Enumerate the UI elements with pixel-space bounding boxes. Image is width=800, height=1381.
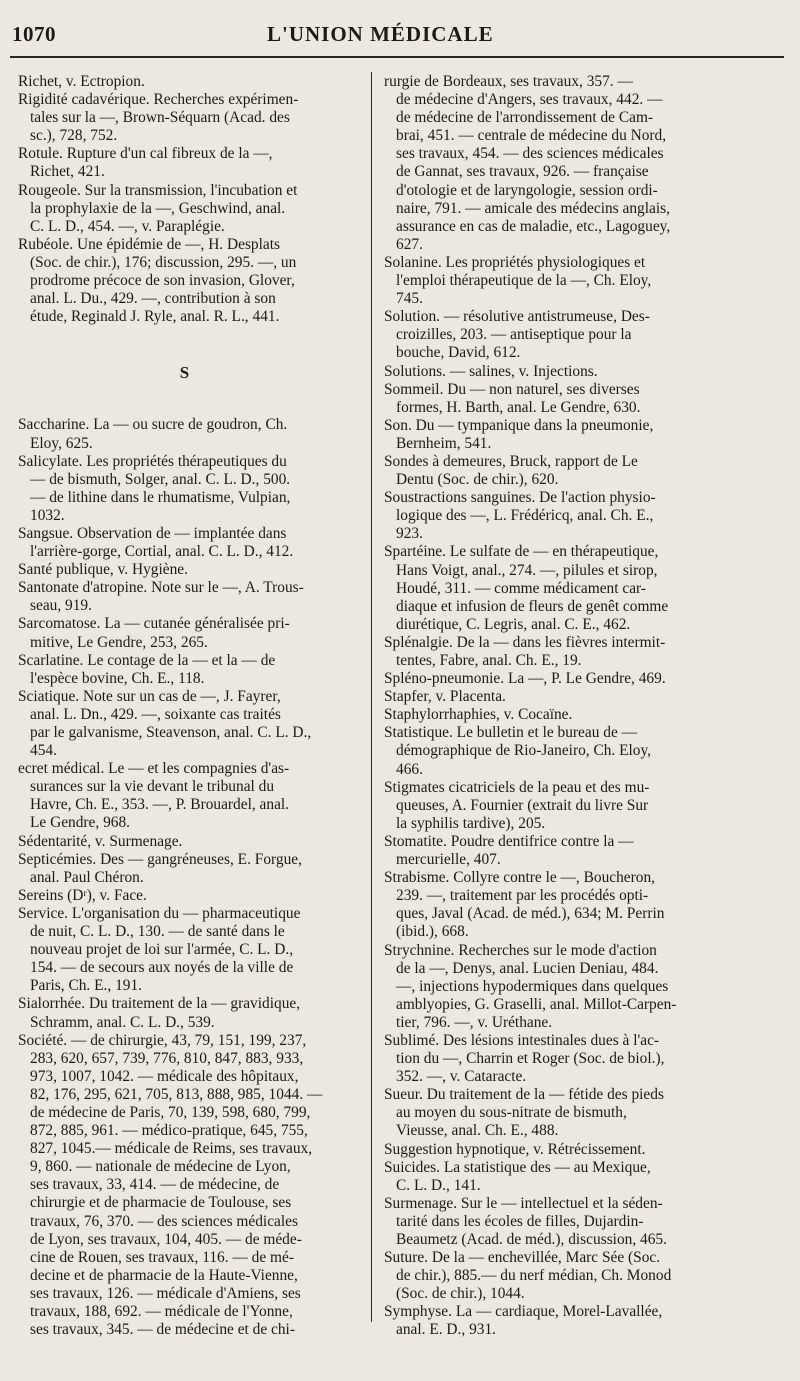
index-entry: Solanine. Les propriétés physiologiques et l'emploi thérapeutique de la —, Ch. Eloy, 745.	[384, 253, 652, 308]
index-entry: Spartéine. Le sulfate de — en thérapeutique, Hans Voigt, anal., 274. —, pilules et sirop, Houdé, 311. — comme médicament car- diaque et infusion de fleurs de genêt comme diurétique, C. Legris, anal. C. E., 462.	[384, 543, 669, 633]
index-entry: Saccharine. La — ou sucre de goudron, Ch. Eloy, 625.	[18, 416, 288, 452]
index-entry: Sueur. Du traitement de la — fétide des pieds au moyen du sous-nitrate de bismuth, Vieusse, anal. Ch. E., 488.	[384, 1086, 664, 1140]
right-column	[378, 73, 723, 1340]
index-entry: Suture. De la — enchevillée, Marc Sée (Soc. de chir.), 885.— du nerf médian, Ch. Monod (Soc. de chir.), 1044.	[384, 1249, 672, 1303]
index-entry: Solution. — résolutive antistrumeuse, Des- croizilles, 203. — antiseptique pour la bouche, David, 612.	[384, 308, 650, 362]
index-entry: Surmenage. Sur le — intellectuel et la séden- tarité dans les écoles de filles, Dujardin- Beaumetz (Acad. de méd.), discussion, 465.	[384, 1194, 667, 1248]
index-entry: Spléno-pneumonie. La —, P. Le Gendre, 469.	[384, 670, 666, 688]
index-entry: ecret médical. Le — et les compagnies d'as- surances sur la vie devant le tribunal du Havre, Ch. E., 353. —, P. Brouardel, anal. Le Gendre, 968.	[18, 760, 290, 832]
index-entry: Septicémies. Des — gangréneuses, E. Forgue, anal. Paul Chéron.	[18, 850, 302, 886]
index-entry: Sereins (Dʳ), v. Face.	[18, 886, 147, 904]
index-entry: Santé publique, v. Hygiène.	[18, 561, 188, 579]
index-entry: Son. Du — tympanique dans la pneumonie, Bernheim, 541.	[384, 416, 654, 452]
journal-title: L'UNION MÉDICALE	[267, 22, 494, 46]
index-entry: Strychnine. Recherches sur le mode d'action de la —, Denys, anal. Lucien Deniau, 484. —, injections hypodermiques dans quelques amblyopies, G. Graselli, anal. Millot-Carpen- tier, 796. —, v. Uréthane.	[384, 941, 677, 1031]
header-rule	[10, 56, 784, 58]
index-entry: rurgie de Bordeaux, ses travaux, 357. — de médecine d'Angers, ses travaux, 442. — de médecine de l'arrondissement de Cam- brai, 451. — centrale de médecine du Nord, ses travaux, 454. — des sciences médicales de Gannat, ses travaux, 926. — française d'otologie et de laryngologie, session ordi- naire, 791. — amicale des médecins anglais, assurance en cas de maladie, etc., Lagoguey, 627.	[384, 73, 671, 253]
index-entry: Statistique. Le bulletin et le bureau de — démographique de Rio-Janeiro, Ch. Eloy, 466.	[384, 724, 652, 778]
index-entry: Stomatite. Poudre dentifrice contre la — mercurielle, 407.	[384, 832, 634, 869]
index-entry: Sommeil. Du — non naturel, ses diverses formes, H. Barth, anal. Le Gendre, 630.	[384, 380, 641, 416]
column-divider	[371, 72, 372, 1322]
index-entry: Rougeole. Sur la transmission, l'incubation et la prophylaxie de la —, Geschwind, anal. C. L. D., 454. —, v. Paraplégie.	[18, 181, 298, 235]
index-entry: Sciatique. Note sur un cas de —, J. Fayrer, anal. L. Dn., 429. —, soixante cas traités par le galvanisme, Steavenson, anal. C. L. D., 454.	[18, 687, 312, 760]
left-column	[12, 73, 357, 1339]
index-entry: Rubéole. Une épidémie de —, H. Desplats (Soc. de chir.), 176; discussion, 295. —, un prodrome précoce de son invasion, Glover, anal. L. Du., 429. —, contribution à son étude, Reginald J. Ryle, anal. R. L., 441.	[18, 235, 297, 326]
index-entry: Suicides. La statistique des — au Mexique, C. L. D., 141.	[384, 1158, 651, 1194]
index-entry: Soustractions sanguines. De l'action physio- logique des —, L. Frédéricq, anal. Ch. E., 923.	[384, 489, 656, 543]
index-entry: Sangsue. Observation de — implantée dans l'arrière-gorge, Cortial, anal. C. L. D., 412.	[18, 524, 294, 561]
index-entry: Service. L'organisation du — pharmaceutique de nuit, C. L. D., 130. — de santé dans le nouveau projet de loi sur l'armée, C. L. D., 154. — de secours aux noyés de la ville de Paris, Ch. E., 191.	[18, 904, 301, 995]
index-entry: Salicylate. Les propriétés thérapeutiques du — de bismuth, Solger, anal. C. L. D., 500. — de lithine dans le rhumatisme, Vulpian, 1032.	[18, 452, 291, 524]
index-entry: Scarlatine. Le contage de la — et la — de l'espèce bovine, Ch. E., 118.	[18, 651, 276, 687]
index-entry: Société. — de chirurgie, 43, 79, 151, 199, 237, 283, 620, 657, 739, 776, 810, 847, 883, 933, 973, 1007, 1042. — médicale des hôpitaux, 82, 176, 295, 621, 705, 813, 888, 985, 1044. — de médecine de Paris, 70, 139, 598, 680, 799, 872, 885, 961. — médico-pratique, 645, 755, 827, 1045.— médicale de Reims, ses travaux, 9, 860. — nationale de médecine de Lyon, ses travaux, 33, 414. — de médecine, de chirurgie et de pharmacie de Toulouse, ses travaux, 76, 370. — des sciences médicales de Lyon, ses travaux, 104, 405. — de méde- cine de Rouen, ses travaux, 116. — de mé- decine et de pharmacie de la Haute-Vienne, ses travaux, 126. — médicale d'Amiens, ses travaux, 188, 692. — médicale de l'Yonne, ses travaux, 345. — de médecine et de chi-	[18, 1031, 323, 1339]
page-number: 1070	[12, 22, 56, 46]
index-entry: Suggestion hypnotique, v. Rétrécissement.	[384, 1140, 646, 1158]
index-entry: Stigmates cicatriciels de la peau et des mu- queuses, A. Fournier (extrait du livre Sur la syphilis tardive), 205.	[384, 778, 650, 832]
index-entry: Staphylorrhaphies, v. Cocaïne.	[384, 706, 573, 724]
index-entry: Sondes à demeures, Bruck, rapport de Le Dentu (Soc. de chir.), 620.	[384, 452, 638, 489]
index-entry: Splénalgie. De la — dans les fièvres intermit- tentes, Fabre, anal. Ch. E., 19.	[384, 633, 666, 669]
index-entry: Strabisme. Collyre contre le —, Boucheron, 239. —, traitement par les procédés opti- ques, Javal (Acad. de méd.), 634; M. Perrin (ibid.), 668.	[384, 869, 665, 941]
index-entry: Symphyse. La — cardiaque, Morel-Lavallée, anal. E. D., 931.	[384, 1303, 663, 1339]
page-header	[12, 22, 782, 50]
index-entry: Sarcomatose. La — cutanée généralisée pri- mitive, Le Gendre, 253, 265.	[18, 615, 290, 651]
index-entry: Sédentarité, v. Surmenage.	[18, 832, 183, 850]
section-letter-heading: S	[179, 363, 190, 383]
index-entry: Rotule. Rupture d'un cal fibreux de la —, Richet, 421.	[18, 145, 273, 181]
index-entry: Richet, v. Ectropion.	[18, 73, 145, 90]
index-entry: Rigidité cadavérique. Recherches expérimen- tales sur la —, Brown-Séquarn (Acad. des sc.), 728, 752.	[18, 91, 299, 145]
index-entry: Sublimé. Des lésions intestinales dues à l'ac- tion du —, Charrin et Roger (Soc. de biol.), 352. —, v. Cataracte.	[384, 1031, 665, 1086]
index-entry: Santonate d'atropine. Note sur le —, A. Trous- seau, 919.	[18, 579, 304, 615]
index-entry: Sialorrhée. Du traitement de la — gravidique, Schramm, anal. C. L. D., 539.	[18, 995, 301, 1031]
index-entry: Solutions. — salines, v. Injections.	[384, 362, 598, 380]
index-entry: Stapfer, v. Placenta.	[384, 688, 506, 706]
